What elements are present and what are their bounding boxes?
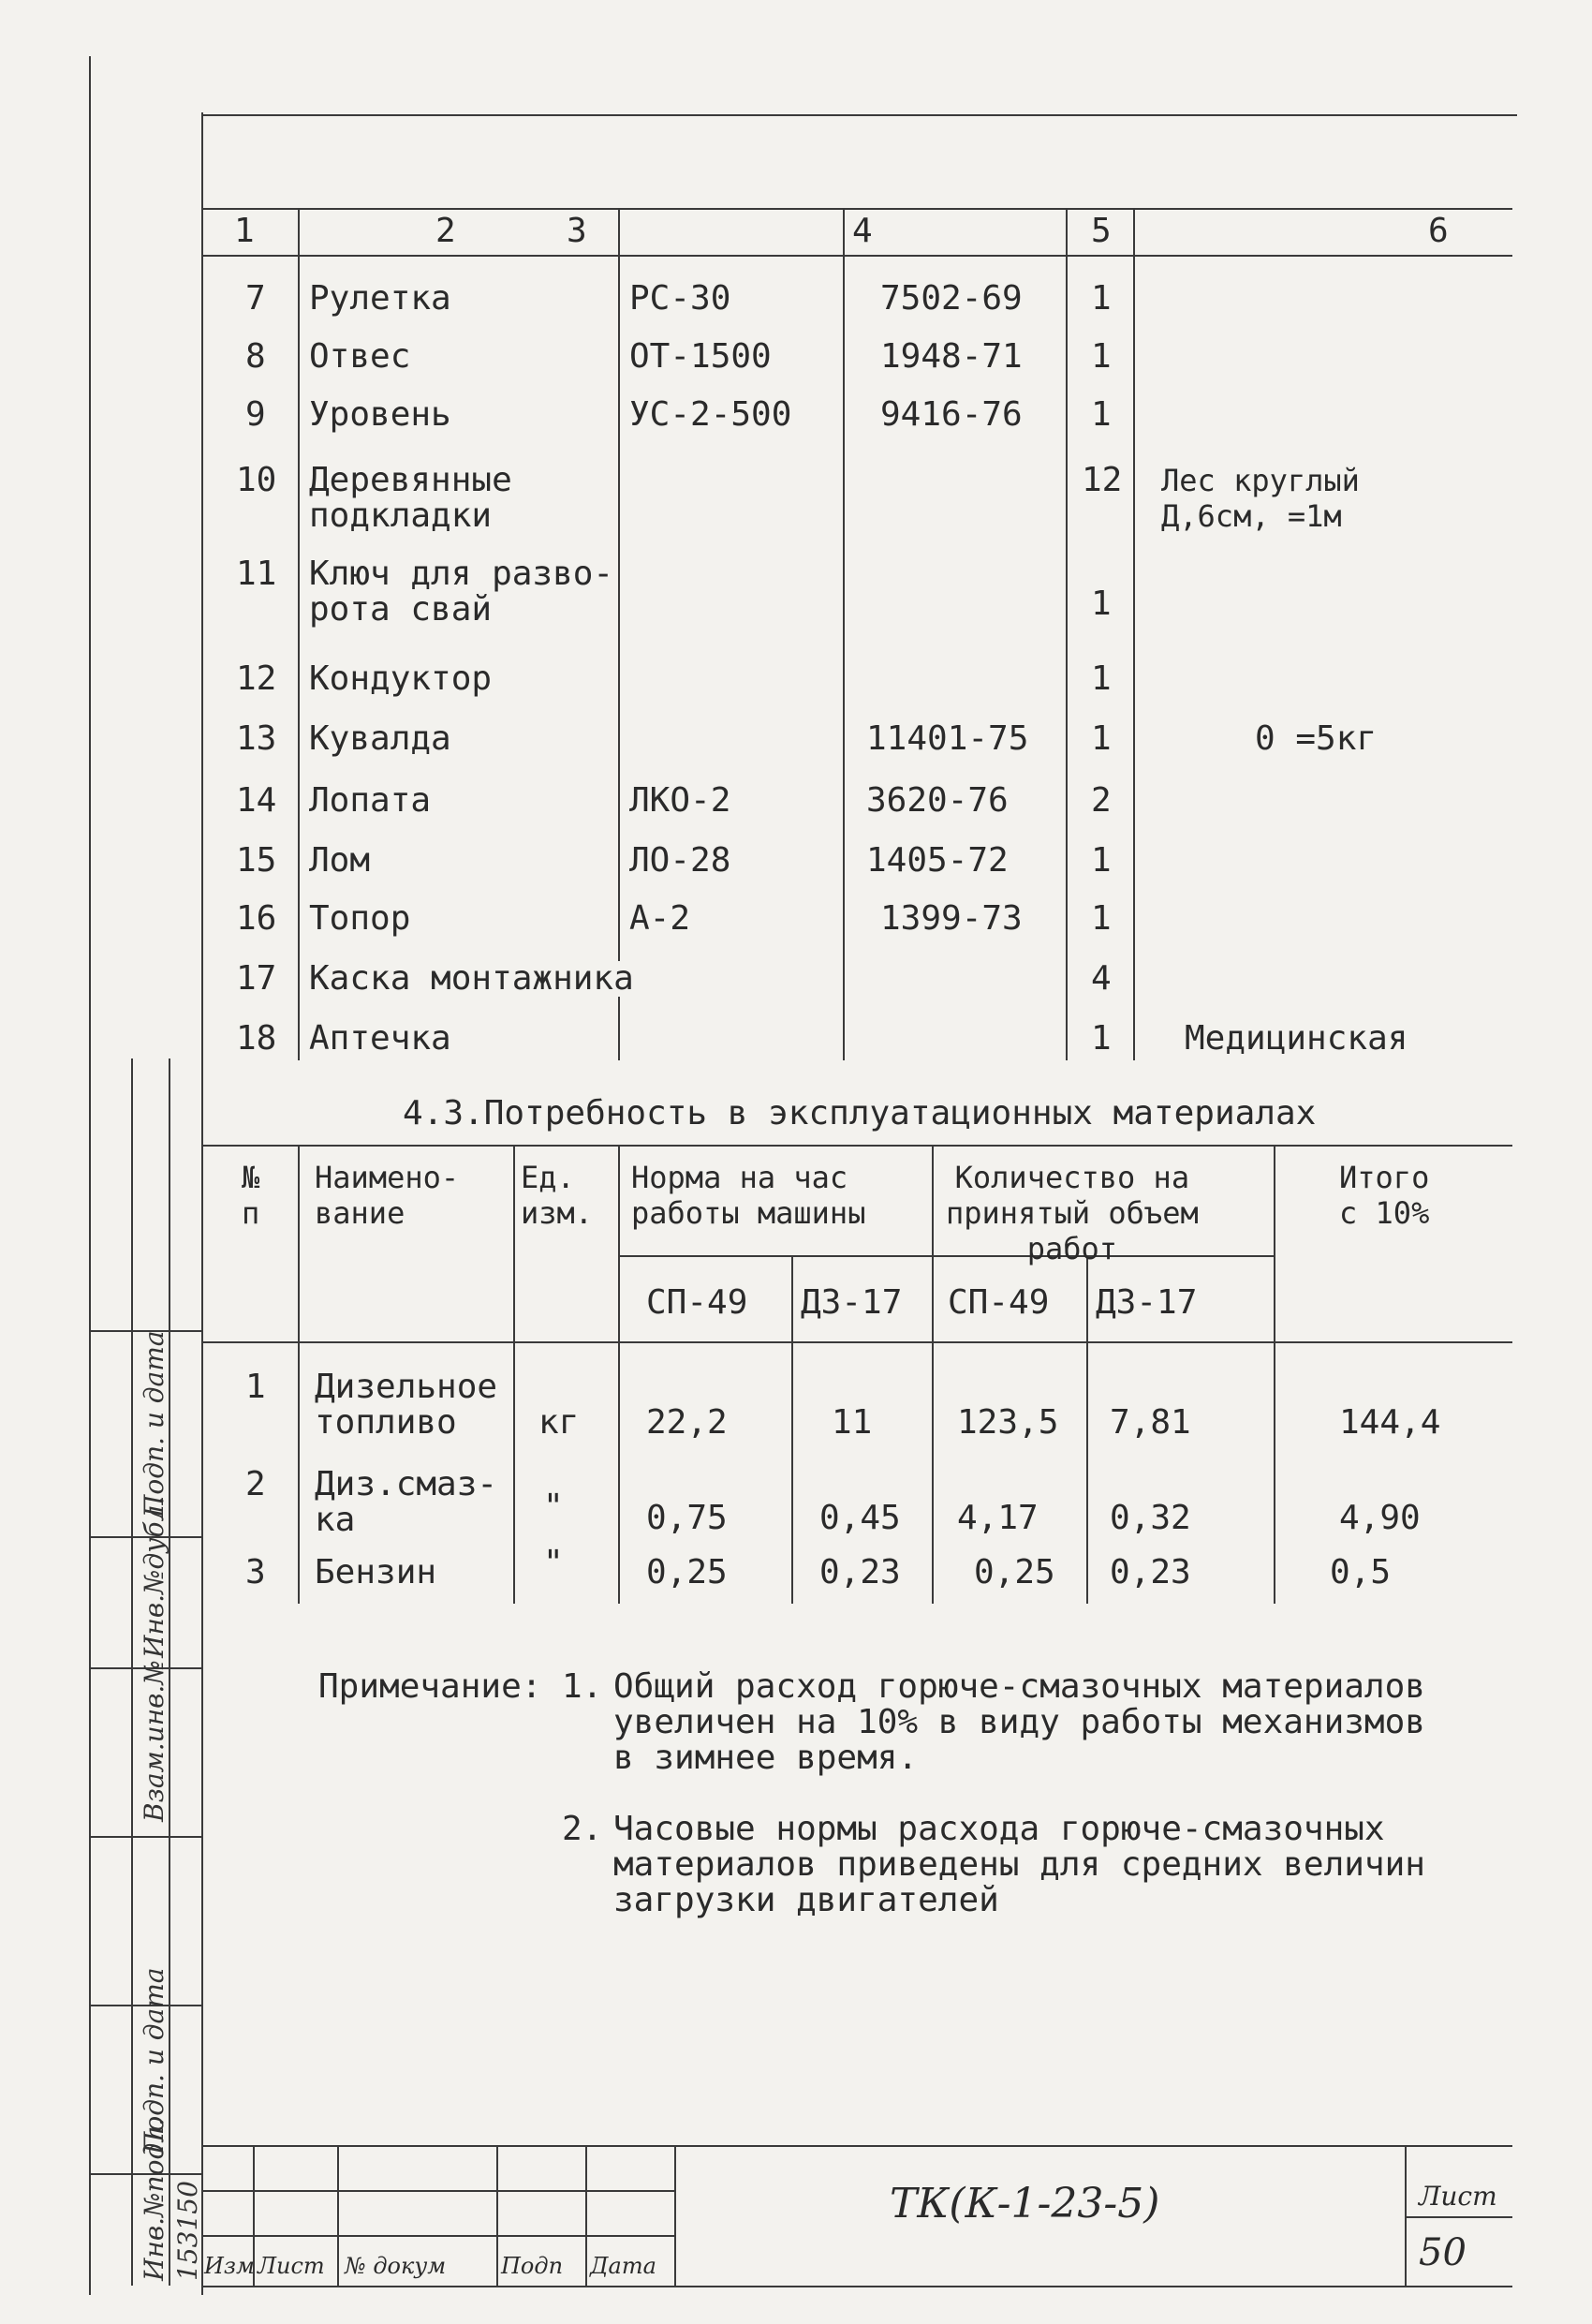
table-row-name: Бензин [315,1553,437,1591]
sheet-number: 50 [1419,2231,1467,2274]
table1-col-line [1133,208,1135,1060]
stamp-col-izm: Изм [204,2253,255,2279]
stamp-col-line [1405,2145,1407,2286]
stamp-col-line [496,2145,498,2286]
table-row-num: 17 [236,959,277,998]
stamp-col-list: Лист [258,2253,325,2279]
note-number: 2. [562,1810,603,1848]
table-row-name: Рулетка [309,279,451,318]
frame-left-line [201,112,203,2295]
table-row-num: 14 [236,781,277,820]
table-row-mark: ОТ-1500 [629,337,772,376]
table1-col-line [298,208,300,1060]
table-row-num: 2 [245,1465,266,1503]
stamp-col-data: Дата [590,2253,656,2279]
table-row-v1: 0,75 [646,1499,728,1537]
table-row-num: 13 [236,719,277,758]
table1-header-5: 5 [1091,212,1112,250]
table-row-num: 9 [245,395,266,434]
table1-header-6: 6 [1428,212,1449,250]
table-row-num: 16 [236,899,277,938]
note-text: Общий расход горюче-смазочных материалов увеличен на 10% в виду работы механизмов в зимнее время. [613,1667,1425,1777]
table2-top [201,1145,1512,1147]
table-row-gost: 1948-71 [880,337,1023,376]
table-row-note: Медицинская [1185,1019,1408,1058]
table-row-mark: ЛКО-2 [629,781,731,820]
table-row-num: 1 [245,1368,266,1406]
table-row-unit: кг [538,1403,580,1442]
table2-header-qty: Количество на принятый объем работ [946,1160,1199,1266]
stamp-top [201,2145,1512,2147]
notes-label: Примечание: [318,1667,542,1706]
table-row-qty: 1 [1091,1019,1112,1058]
table-row-qty: 1 [1091,337,1112,376]
table2-header-unit: Ед. изм. [521,1160,594,1231]
table-row-unit: " [543,1488,564,1526]
stamp-col-podp: Подп [501,2253,564,2279]
table-row-name: Кондуктор [309,659,493,698]
table-row-v1: 0,25 [646,1553,728,1591]
table-row-num: 12 [236,659,277,698]
table1-header-1: 1 [234,212,255,250]
table2-col-line [1086,1255,1088,1604]
table1-header-top [201,208,1512,210]
table-row-note: 0 =5кг [1255,719,1378,758]
stamp-col-line [674,2145,676,2286]
table2-header-name: Наимено- вание [315,1160,460,1231]
stamp-bottom [201,2286,1512,2287]
table-row-mark: РС-30 [629,279,731,318]
stamp-col-line [585,2145,587,2286]
table1-header-2: 2 [435,212,456,250]
side-margin-divider [89,1836,201,1838]
stamp-row-line [1405,2216,1512,2218]
sheet-label: Лист [1419,2181,1497,2212]
side-label-vzam-inv: Взам.инв.№ [139,1660,170,1822]
table-row-gost: 1405-72 [866,841,1009,880]
table2-header-norm: Норма на час работы машины [631,1160,866,1231]
table-row-gost: 7502-69 [880,279,1023,318]
table2-sub-sp49-norm: СП-49 [646,1283,748,1322]
table1-col-line [1066,208,1068,1060]
table-row-v1: 22,2 [646,1403,728,1442]
table-row-num: 11 [236,555,277,593]
table-row-qty: 1 [1091,395,1112,434]
table-row-qty: 4 [1091,959,1112,998]
table-row-v3: 0,25 [974,1553,1055,1591]
table-row-v3: 4,17 [957,1499,1039,1537]
table2-col-line [298,1145,300,1604]
side-margin-line [131,1058,133,2286]
table1-header-4: 4 [852,212,873,250]
table-row-mark: А-2 [629,899,691,938]
outer-left-margin-line [89,56,91,2295]
table-row-name: Каска монтажника [309,959,634,998]
table-row-num: 8 [245,337,266,376]
table-row-note: Лес круглый Д,6см, =1м [1161,463,1360,534]
table1-header-3: 3 [567,212,587,250]
table-row-name: Аптечка [309,1019,451,1058]
table-row-num: 7 [245,279,266,318]
table-row-name: Ключ для разво- рота свай [309,555,614,629]
table-row-qty: 1 [1091,279,1112,318]
table-row-name: Топор [309,899,411,938]
table2-col-line [513,1145,515,1604]
stamp-row-line [201,2190,674,2192]
table-row-unit: " [543,1544,564,1582]
table-row-qty: 1 [1091,899,1112,938]
table-row-name: Кувалда [309,719,451,758]
note-number: 1. [562,1667,603,1706]
stamp-row-line [201,2235,674,2237]
table-row-gost: 1399-73 [880,899,1023,938]
table2-col-line [791,1255,793,1604]
side-label-podp-data-2: Подп. и дата [139,1330,170,1517]
table-row-total: 0,5 [1330,1553,1392,1591]
table2-sub-dz17-qty: ДЗ-17 [1096,1283,1198,1322]
table-row-gost: 9416-76 [880,395,1023,434]
table2-col-line [1274,1145,1275,1604]
table-row-num: 15 [236,841,277,880]
table-row-mark: ЛО-28 [629,841,731,880]
table-row-v2: 0,45 [819,1499,901,1537]
table-row-v4: 0,23 [1110,1553,1191,1591]
table2-sub-sp49-qty: СП-49 [948,1283,1050,1322]
table-row-gost: 11401-75 [866,719,1029,758]
side-label-inv-podl: Инв.№подл. [139,2118,170,2281]
table-row-qty: 1 [1091,841,1112,880]
table-row-qty: 1 [1091,719,1112,758]
table-row-total: 4,90 [1339,1499,1421,1537]
table-row-num: 10 [236,461,277,499]
table1-col-line [843,208,845,1060]
table-row-name: Лом [309,841,371,880]
table-row-name: Уровень [309,395,451,434]
note-text: Часовые нормы расхода горюче-смазочных материалов приведены для средних величин загрузки двигателей [613,1810,1425,1919]
table2-header-bottom [201,1341,1512,1343]
table-row-num: 18 [236,1019,277,1058]
table-row-qty: 12 [1082,461,1123,499]
side-inv-number: 153150 [172,2181,203,2281]
stamp-col-doc: № докум [345,2253,447,2279]
table-row-total: 144,4 [1339,1403,1441,1442]
table-row-v4: 0,32 [1110,1499,1191,1537]
table2-col-line [932,1145,934,1604]
stamp-col-line [337,2145,339,2286]
table-row-name: Дизельное топливо [315,1368,498,1442]
table2-header-num: № п [242,1160,260,1231]
table-row-name: Отвес [309,337,411,376]
table-row-name: Деревянные подкладки [309,461,512,535]
table-row-num: 3 [245,1553,266,1591]
table2-sub-dz17-norm: ДЗ-17 [801,1283,903,1322]
frame-top-line [201,114,1517,116]
table1-col-line [618,208,620,1060]
table-row-v2: 0,23 [819,1553,901,1591]
table-row-mark: УС-2-500 [629,395,792,434]
table-row-v2: 11 [832,1403,873,1442]
document-code: ТК(К-1-23-5) [890,2180,1160,2228]
table-row-v3: 123,5 [957,1403,1059,1442]
table-row-qty: 1 [1091,659,1112,698]
section-title: 4.3.Потребность в эксплуатационных материалах [403,1094,1317,1132]
table1-header-bottom [201,255,1512,257]
side-label-podp-data-1: Подп. и дата [139,1967,170,2154]
table-row-name: Диз.смаз- ка [315,1465,498,1539]
table-row-gost: 3620-76 [866,781,1009,820]
table2-col-line [618,1145,620,1604]
table-row-name: Лопата [309,781,432,820]
side-label-inv-dubl: Инв.№дубл. [139,1496,170,1658]
table-row-v4: 7,81 [1110,1403,1191,1442]
table-row-qty: 2 [1091,781,1112,820]
table-row-qty: 1 [1091,585,1112,623]
table2-header-total: Итого с 10% [1339,1160,1430,1231]
